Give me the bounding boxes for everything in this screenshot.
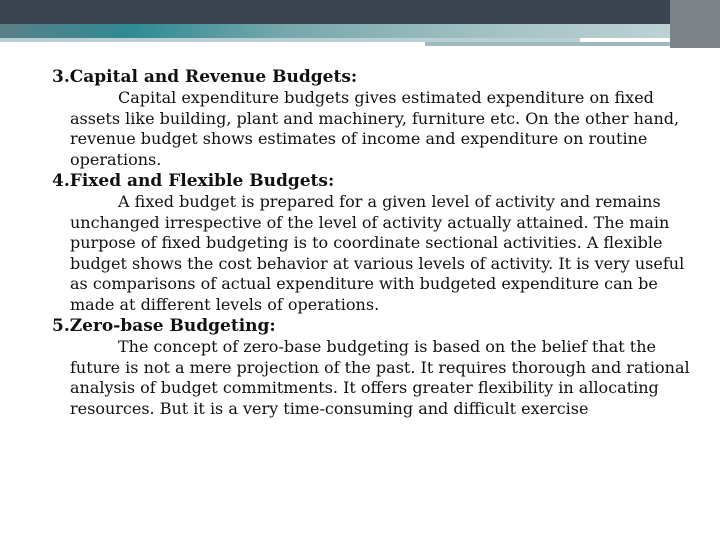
- section-capital-revenue-budgets: [52, 66, 692, 170]
- section-heading: 4.Fixed and Flexible Budgets:: [52, 171, 335, 191]
- header-accent-band: [0, 24, 720, 38]
- header-bar: [0, 0, 720, 24]
- section-zero-base-budgeting: [52, 315, 692, 419]
- header-accent-line-secondary: [425, 42, 670, 46]
- slide-content: [52, 66, 692, 419]
- section-body: Capital expenditure budgets gives estimated expenditure on fixed assets like building, plant and machinery, furniture etc. On the other hand, revenue budget shows estimates of income and expenditure on routine operations.: [70, 88, 680, 169]
- header-corner-block: [670, 0, 720, 48]
- section-fixed-flexible-budgets: [52, 170, 692, 315]
- section-heading: 5.Zero-base Budgeting:: [52, 316, 276, 336]
- section-body: A fixed budget is prepared for a given level of activity and remains unchanged irrespective of the level of activity actually attained. The main purpose of fixed budgeting is to coordinate sectional activities. A flexible budget shows the cost behavior at various levels of activity. It is very useful as comparisons of actual expenditure with budgeted expenditure can be made at different levels of operations.: [70, 192, 685, 314]
- section-heading: 3.Capital and Revenue Budgets:: [52, 67, 358, 87]
- section-body: The concept of zero-base budgeting is based on the belief that the future is not a mere projection of the past. It requires thorough and rational analysis of budget commitments. It offers greater flexibility in allocating resources. But it is a very time-consuming and difficult exercise: [70, 337, 690, 418]
